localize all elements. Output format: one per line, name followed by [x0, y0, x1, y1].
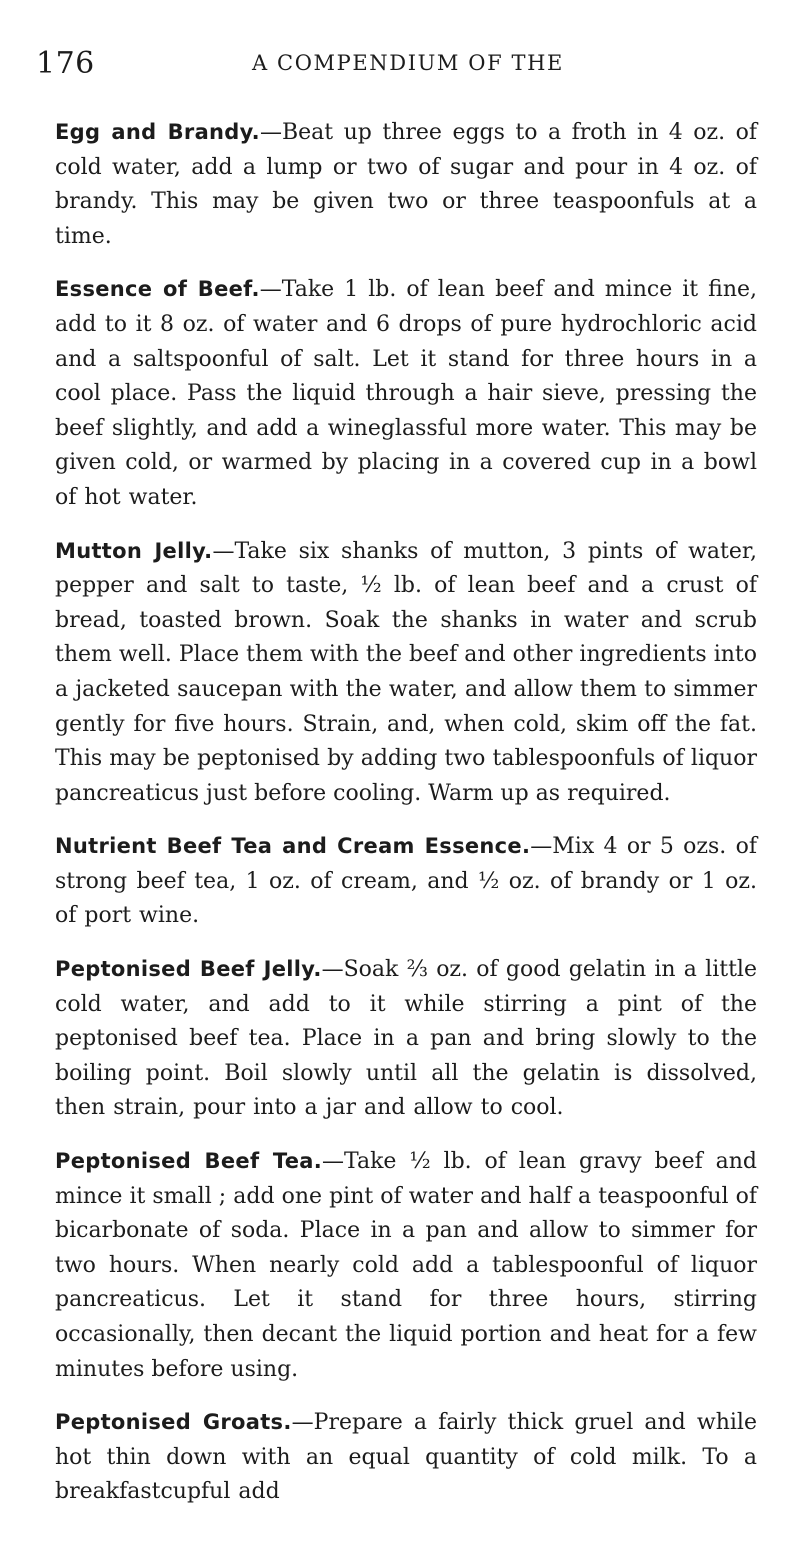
- running-title: A COMPENDIUM OF THE: [252, 51, 564, 75]
- recipe-heading: Peptonised Groats.: [55, 1410, 292, 1435]
- recipe-nutrient-beef-tea-and-cream-essence: [55, 829, 757, 934]
- recipe-heading: Peptonised Beef Jelly.: [55, 957, 322, 982]
- page-number: 176: [36, 46, 95, 81]
- recipe-heading: Peptonised Beef Tea.: [55, 1149, 323, 1174]
- recipe-text: —Soak ⅔ oz. of good gelatin in a little cold water, and add to it while stirring a pint of the peptonised beef tea. Place in a pan and bring slowly to the boiling point. Boil slowly until all the gelatin is dissolved, then strain, pour into a jar and allow to cool.: [55, 957, 757, 1121]
- recipe-heading: Essence of Beef.: [55, 277, 260, 302]
- recipe-text: —Take ½ lb. of lean gravy beef and mince it small ; add one pint of water and half a teaspoonful of bicarbonate of soda. Place in a pan and allow to simmer for two hours. When nearly cold add a tablespoonful of liquor pancreaticus. Let it stand for three hours, stirring occasionally, then decant the liquid portion and heat for a few minutes before using.: [55, 1149, 757, 1382]
- running-header: [36, 46, 756, 86]
- recipe-text: —Prepare a fairly thick gruel and while hot thin down with an equal quantity of cold milk. To a breakfastcupful add: [55, 1410, 757, 1505]
- recipe-heading: Mutton Jelly.: [55, 538, 213, 563]
- recipe-heading: Nutrient Beef Tea and Cream Essence.: [55, 834, 531, 859]
- recipe-peptonised-beef-jelly: [55, 952, 757, 1126]
- recipe-peptonised-groats: [55, 1405, 757, 1510]
- recipe-text: —Take 1 lb. of lean beef and mince it fine, add to it 8 oz. of water and 6 drops of pure hydrochloric acid and a saltspoonful of salt. Let it stand for three hours in a cool place. Pass the liquid through a hair sieve, pressing the beef slightly, and add a wineglassful more water. This may be given cold, or warmed by placing in a covered cup in a bowl of hot water.: [55, 277, 757, 510]
- recipe-text: —Beat up three eggs to a froth in 4 oz. of cold water, add a lump or two of sugar and pour in 4 oz. of brandy. This may be given two or three teaspoonfuls at a time.: [55, 120, 757, 249]
- recipe-text: —Take six shanks of mutton, 3 pints of water, pepper and salt to taste, ½ lb. of lean beef and a crust of bread, toasted brown. Soak the shanks in water and scrub them well. Place them with the beef and other ingredients into a jacketed saucepan with the water, and allow them to simmer gently for five hours. Strain, and, when cold, skim off the fat. This may be peptonised by adding two tablespoonfuls of liquor pancreaticus just before cooling. Warm up as required.: [55, 538, 757, 806]
- recipe-peptonised-beef-tea: [55, 1144, 757, 1387]
- recipe-egg-and-brandy: [55, 115, 757, 254]
- recipe-text-body: [55, 115, 757, 1528]
- recipe-essence-of-beef: [55, 272, 757, 515]
- recipe-mutton-jelly: [55, 534, 757, 812]
- recipe-heading: Egg and Brandy.: [55, 120, 260, 144]
- recipe-text: —Mix 4 or 5 ozs. of strong beef tea, 1 oz. of cream, and ½ oz. of brandy or 1 oz. of port wine.: [55, 834, 757, 929]
